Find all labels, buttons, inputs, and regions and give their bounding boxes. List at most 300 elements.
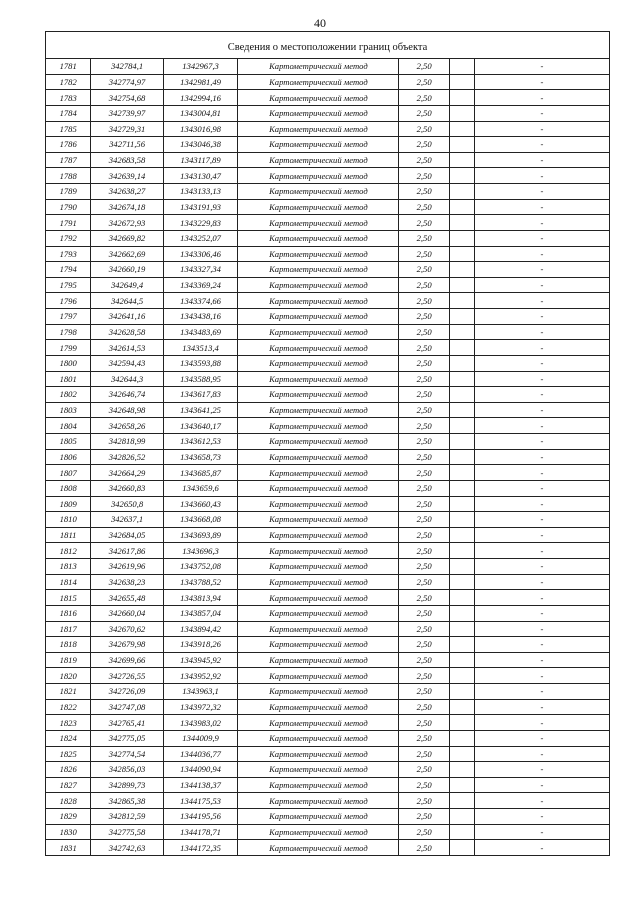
note-cell: - [474,684,609,700]
table-row [46,637,610,653]
point-number-cell: 1821 [46,684,91,700]
table-row [46,246,610,262]
note-cell: - [474,637,609,653]
point-number-cell: 1789 [46,184,91,200]
note-cell: - [474,465,609,481]
note-cell: - [474,590,609,606]
method-cell: Картометрический метод [238,387,399,403]
y-coordinate-cell: 1344090,94 [163,762,238,778]
y-coordinate-cell: 1343327,34 [163,262,238,278]
table-row [46,121,610,137]
x-coordinate-cell: 342856,03 [91,762,164,778]
precision-cell: 2,50 [399,543,449,559]
table-row [46,668,610,684]
table-row [46,340,610,356]
point-number-cell: 1799 [46,340,91,356]
note-cell: - [474,152,609,168]
note-cell: - [474,105,609,121]
precision-cell: 2,50 [399,74,449,90]
table-row [46,480,610,496]
x-coordinate-cell: 342726,55 [91,668,164,684]
table-row [46,543,610,559]
x-coordinate-cell: 342726,09 [91,684,164,700]
point-number-cell: 1797 [46,309,91,325]
table-row [46,559,610,575]
x-coordinate-cell: 342650,8 [91,496,164,512]
note-cell: - [474,668,609,684]
blank-cell [449,574,474,590]
precision-cell: 2,50 [399,355,449,371]
precision-cell: 2,50 [399,324,449,340]
table-row [46,137,610,153]
y-coordinate-cell: 1343918,26 [163,637,238,653]
table-row [46,762,610,778]
note-cell: - [474,309,609,325]
table-row [46,512,610,528]
blank-cell [449,605,474,621]
note-cell: - [474,137,609,153]
blank-cell [449,762,474,778]
y-coordinate-cell: 1343369,24 [163,277,238,293]
x-coordinate-cell: 342619,96 [91,559,164,575]
method-cell: Картометрический метод [238,309,399,325]
point-number-cell: 1792 [46,230,91,246]
precision-cell: 2,50 [399,777,449,793]
table-row [46,590,610,606]
x-coordinate-cell: 342664,29 [91,465,164,481]
table-row [46,74,610,90]
note-cell: - [474,355,609,371]
blank-cell [449,449,474,465]
method-cell: Картометрический метод [238,559,399,575]
x-coordinate-cell: 342684,05 [91,527,164,543]
blank-cell [449,777,474,793]
note-cell: - [474,699,609,715]
note-cell: - [474,387,609,403]
x-coordinate-cell: 342674,18 [91,199,164,215]
point-number-cell: 1782 [46,74,91,90]
x-coordinate-cell: 342594,43 [91,355,164,371]
method-cell: Картометрический метод [238,324,399,340]
table-row [46,605,610,621]
point-number-cell: 1783 [46,90,91,106]
note-cell: - [474,199,609,215]
table-title: Сведения о местоположении границ объекта [46,38,610,59]
y-coordinate-cell: 1343617,83 [163,387,238,403]
method-cell: Картометрический метод [238,402,399,418]
blank-cell [449,699,474,715]
y-coordinate-cell: 1342994,16 [163,90,238,106]
precision-cell: 2,50 [399,730,449,746]
blank-cell [449,715,474,731]
method-cell: Картометрический метод [238,184,399,200]
x-coordinate-cell: 342765,41 [91,715,164,731]
blank-cell [449,215,474,231]
page-number: 40 [314,16,326,30]
blank-cell [449,793,474,809]
table-row [46,715,610,731]
method-cell: Картометрический метод [238,230,399,246]
y-coordinate-cell: 1343752,08 [163,559,238,575]
precision-cell: 2,50 [399,824,449,840]
note-cell: - [474,293,609,309]
y-coordinate-cell: 1343660,43 [163,496,238,512]
blank-cell [449,590,474,606]
precision-cell: 2,50 [399,762,449,778]
method-cell: Картометрический метод [238,277,399,293]
precision-cell: 2,50 [399,402,449,418]
y-coordinate-cell: 1343229,83 [163,215,238,231]
note-cell: - [474,543,609,559]
x-coordinate-cell: 342826,52 [91,449,164,465]
method-cell: Картометрический метод [238,715,399,731]
blank-cell [449,90,474,106]
table-row [46,105,610,121]
table-row [46,199,610,215]
point-number-cell: 1787 [46,152,91,168]
point-number-cell: 1791 [46,215,91,231]
method-cell: Картометрический метод [238,465,399,481]
blank-cell [449,621,474,637]
y-coordinate-cell: 1343593,88 [163,355,238,371]
precision-cell: 2,50 [399,152,449,168]
table-row [46,262,610,278]
precision-cell: 2,50 [399,262,449,278]
y-coordinate-cell: 1343983,02 [163,715,238,731]
method-cell: Картометрический метод [238,105,399,121]
y-coordinate-cell: 1343016,98 [163,121,238,137]
precision-cell: 2,50 [399,418,449,434]
point-number-cell: 1819 [46,652,91,668]
blank-cell [449,74,474,90]
note-cell: - [474,277,609,293]
x-coordinate-cell: 342660,83 [91,480,164,496]
method-cell: Картометрический метод [238,293,399,309]
note-cell: - [474,652,609,668]
blank-cell [449,684,474,700]
x-coordinate-cell: 342818,99 [91,434,164,450]
x-coordinate-cell: 342637,1 [91,512,164,528]
x-coordinate-cell: 342648,98 [91,402,164,418]
y-coordinate-cell: 1343438,16 [163,309,238,325]
note-cell: - [474,230,609,246]
precision-cell: 2,50 [399,559,449,575]
x-coordinate-cell: 342670,62 [91,621,164,637]
table-row [46,652,610,668]
x-coordinate-cell: 342775,58 [91,824,164,840]
note-cell: - [474,715,609,731]
method-cell: Картометрический метод [238,121,399,137]
table-row [46,465,610,481]
blank-cell [449,324,474,340]
blank-cell [449,496,474,512]
method-cell: Картометрический метод [238,59,399,75]
x-coordinate-cell: 342699,66 [91,652,164,668]
table-row [46,168,610,184]
precision-cell: 2,50 [399,246,449,262]
y-coordinate-cell: 1344175,53 [163,793,238,809]
blank-cell [449,105,474,121]
precision-cell: 2,50 [399,715,449,731]
table-row [46,434,610,450]
method-cell: Картометрический метод [238,746,399,762]
precision-cell: 2,50 [399,105,449,121]
point-number-cell: 1815 [46,590,91,606]
blank-cell [449,246,474,262]
x-coordinate-cell: 342658,26 [91,418,164,434]
note-cell: - [474,184,609,200]
method-cell: Картометрический метод [238,543,399,559]
y-coordinate-cell: 1343813,94 [163,590,238,606]
point-number-cell: 1795 [46,277,91,293]
point-number-cell: 1785 [46,121,91,137]
note-cell: - [474,324,609,340]
note-cell: - [474,418,609,434]
table-row [46,777,610,793]
precision-cell: 2,50 [399,168,449,184]
table-row [46,527,610,543]
y-coordinate-cell: 1343612,53 [163,434,238,450]
point-number-cell: 1830 [46,824,91,840]
table-row [46,840,610,856]
y-coordinate-cell: 1343117,89 [163,152,238,168]
blank-cell [449,277,474,293]
point-number-cell: 1794 [46,262,91,278]
method-cell: Картометрический метод [238,762,399,778]
blank-cell [449,168,474,184]
point-number-cell: 1788 [46,168,91,184]
note-cell: - [474,434,609,450]
x-coordinate-cell: 342683,58 [91,152,164,168]
blank-cell [449,559,474,575]
blank-cell [449,371,474,387]
blank-cell [449,184,474,200]
method-cell: Картометрический метод [238,527,399,543]
point-number-cell: 1825 [46,746,91,762]
x-coordinate-cell: 342662,69 [91,246,164,262]
method-cell: Картометрический метод [238,340,399,356]
point-number-cell: 1818 [46,637,91,653]
blank-cell [449,402,474,418]
precision-cell: 2,50 [399,449,449,465]
y-coordinate-cell: 1343693,89 [163,527,238,543]
method-cell: Картометрический метод [238,793,399,809]
point-number-cell: 1796 [46,293,91,309]
method-cell: Картометрический метод [238,355,399,371]
blank-cell [449,840,474,856]
point-number-cell: 1811 [46,527,91,543]
table-row [46,574,610,590]
blank-cell [449,543,474,559]
point-number-cell: 1814 [46,574,91,590]
note-cell: - [474,840,609,856]
x-coordinate-cell: 342669,82 [91,230,164,246]
precision-cell: 2,50 [399,387,449,403]
x-coordinate-cell: 342747,08 [91,699,164,715]
method-cell: Картометрический метод [238,809,399,825]
method-cell: Картометрический метод [238,434,399,450]
blank-cell [449,262,474,278]
table-row [46,402,610,418]
point-number-cell: 1790 [46,199,91,215]
note-cell: - [474,371,609,387]
table-row [46,371,610,387]
x-coordinate-cell: 342742,63 [91,840,164,856]
point-number-cell: 1786 [46,137,91,153]
blank-cell [449,59,474,75]
table-row [46,355,610,371]
x-coordinate-cell: 342660,19 [91,262,164,278]
method-cell: Картометрический метод [238,496,399,512]
point-number-cell: 1823 [46,715,91,731]
precision-cell: 2,50 [399,215,449,231]
x-coordinate-cell: 342649,4 [91,277,164,293]
y-coordinate-cell: 1343588,95 [163,371,238,387]
point-number-cell: 1824 [46,730,91,746]
method-cell: Картометрический метод [238,199,399,215]
point-number-cell: 1807 [46,465,91,481]
x-coordinate-cell: 342614,53 [91,340,164,356]
table-row [46,387,610,403]
table-row [46,152,610,168]
x-coordinate-cell: 342729,31 [91,121,164,137]
point-number-cell: 1810 [46,512,91,528]
table-row [46,730,610,746]
y-coordinate-cell: 1343483,69 [163,324,238,340]
note-cell: - [474,559,609,575]
note-cell: - [474,340,609,356]
precision-cell: 2,50 [399,512,449,528]
method-cell: Картометрический метод [238,449,399,465]
method-cell: Картометрический метод [238,840,399,856]
table-row [46,793,610,809]
method-cell: Картометрический метод [238,668,399,684]
x-coordinate-cell: 342711,56 [91,137,164,153]
y-coordinate-cell: 1344036,77 [163,746,238,762]
x-coordinate-cell: 342638,23 [91,574,164,590]
blank-cell [449,652,474,668]
y-coordinate-cell: 1344138,37 [163,777,238,793]
point-number-cell: 1800 [46,355,91,371]
y-coordinate-cell: 1342981,49 [163,74,238,90]
precision-cell: 2,50 [399,293,449,309]
blank-cell [449,480,474,496]
y-coordinate-cell: 1343658,73 [163,449,238,465]
precision-cell: 2,50 [399,809,449,825]
x-coordinate-cell: 342739,97 [91,105,164,121]
method-cell: Картометрический метод [238,699,399,715]
point-number-cell: 1816 [46,605,91,621]
note-cell: - [474,527,609,543]
y-coordinate-cell: 1343659,6 [163,480,238,496]
method-cell: Картометрический метод [238,74,399,90]
blank-cell [449,809,474,825]
x-coordinate-cell: 342784,1 [91,59,164,75]
blank-cell [449,668,474,684]
note-cell: - [474,605,609,621]
x-coordinate-cell: 342644,5 [91,293,164,309]
blank-cell [449,309,474,325]
precision-cell: 2,50 [399,340,449,356]
table-row [46,293,610,309]
point-number-cell: 1808 [46,480,91,496]
x-coordinate-cell: 342660,04 [91,605,164,621]
y-coordinate-cell: 1343191,93 [163,199,238,215]
note-cell: - [474,496,609,512]
x-coordinate-cell: 342865,38 [91,793,164,809]
y-coordinate-cell: 1343668,08 [163,512,238,528]
note-cell: - [474,574,609,590]
y-coordinate-cell: 1343046,38 [163,137,238,153]
method-cell: Картометрический метод [238,152,399,168]
table-row [46,824,610,840]
point-number-cell: 1806 [46,449,91,465]
point-number-cell: 1805 [46,434,91,450]
method-cell: Картометрический метод [238,621,399,637]
method-cell: Картометрический метод [238,246,399,262]
precision-cell: 2,50 [399,230,449,246]
note-cell: - [474,621,609,637]
table-body [46,59,610,856]
y-coordinate-cell: 1343513,4 [163,340,238,356]
precision-cell: 2,50 [399,684,449,700]
y-coordinate-cell: 1342967,3 [163,59,238,75]
note-cell: - [474,793,609,809]
precision-cell: 2,50 [399,746,449,762]
point-number-cell: 1826 [46,762,91,778]
boundary-coordinates-table [45,31,610,856]
table-row [46,496,610,512]
method-cell: Картометрический метод [238,90,399,106]
y-coordinate-cell: 1343963,1 [163,684,238,700]
precision-cell: 2,50 [399,199,449,215]
note-cell: - [474,59,609,75]
x-coordinate-cell: 342774,54 [91,746,164,762]
point-number-cell: 1812 [46,543,91,559]
blank-cell [449,512,474,528]
table-title-row [46,38,610,59]
blank-cell [449,137,474,153]
precision-cell: 2,50 [399,699,449,715]
precision-cell: 2,50 [399,309,449,325]
x-coordinate-cell: 342617,86 [91,543,164,559]
point-number-cell: 1793 [46,246,91,262]
method-cell: Картометрический метод [238,652,399,668]
y-coordinate-cell: 1343641,25 [163,402,238,418]
y-coordinate-cell: 1343306,46 [163,246,238,262]
note-cell: - [474,762,609,778]
precision-cell: 2,50 [399,277,449,293]
point-number-cell: 1801 [46,371,91,387]
method-cell: Картометрический метод [238,168,399,184]
method-cell: Картометрический метод [238,730,399,746]
x-coordinate-cell: 342641,16 [91,309,164,325]
blank-cell [449,340,474,356]
note-cell: - [474,480,609,496]
note-cell: - [474,809,609,825]
precision-cell: 2,50 [399,637,449,653]
note-cell: - [474,90,609,106]
x-coordinate-cell: 342775,05 [91,730,164,746]
blank-cell [449,230,474,246]
x-coordinate-cell: 342812,59 [91,809,164,825]
y-coordinate-cell: 1343374,66 [163,293,238,309]
method-cell: Картометрический метод [238,637,399,653]
table-row [46,809,610,825]
method-cell: Картометрический метод [238,777,399,793]
note-cell: - [474,74,609,90]
blank-cell [449,199,474,215]
